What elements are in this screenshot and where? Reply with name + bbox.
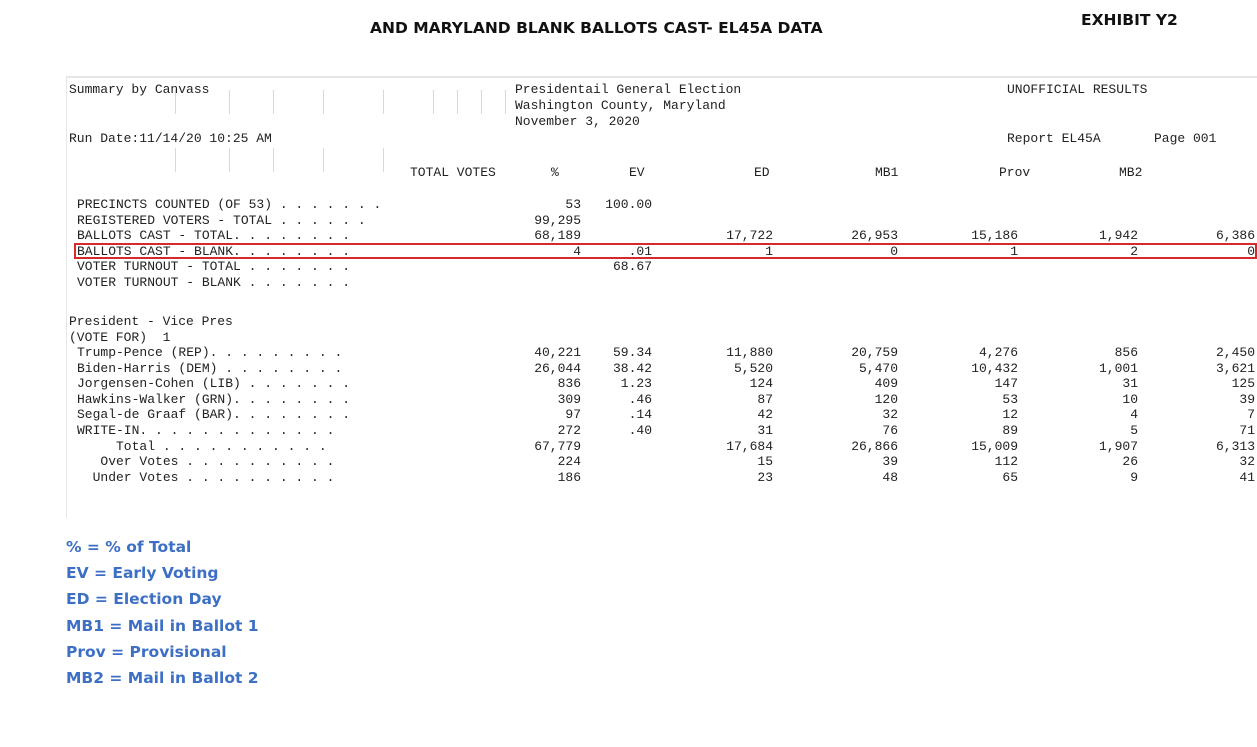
cell-mb2: 41 bbox=[1239, 469, 1255, 485]
legend-item: Prov = Provisional bbox=[66, 642, 227, 661]
cell-prov: 10 bbox=[1122, 391, 1138, 407]
cell-label: Under Votes . . . . . . . . . . bbox=[77, 469, 335, 485]
table-row bbox=[67, 455, 1257, 469]
cell-prov: 4 bbox=[1130, 407, 1138, 423]
cell-mb1: 15,186 bbox=[971, 228, 1018, 243]
cell-pct: 59.34 bbox=[612, 345, 652, 360]
cell-label: VOTER TURNOUT - BLANK . . . . . . . bbox=[77, 274, 351, 290]
cell-total: 836 bbox=[557, 376, 581, 392]
cell-mb1: 15,009 bbox=[971, 438, 1018, 454]
election-report-scan bbox=[66, 76, 1257, 518]
cell-label: PRECINCTS COUNTED (OF 53) . . . . . . . bbox=[77, 197, 382, 212]
cell-prov: 2 bbox=[1130, 243, 1138, 259]
cell-mb1: 65 bbox=[1002, 469, 1018, 485]
col-header-pct: % bbox=[551, 165, 559, 180]
legend-item: MB2 = Mail in Ballot 2 bbox=[66, 668, 259, 687]
cell-label: VOTER TURNOUT - TOTAL . . . . . . . bbox=[77, 259, 351, 274]
cell-ev: 11,880 bbox=[726, 345, 773, 360]
cell-total: 53 bbox=[565, 197, 581, 212]
cell-prov: 1,001 bbox=[1098, 360, 1138, 376]
cell-mb2: 2,450 bbox=[1215, 345, 1255, 360]
table-row bbox=[67, 393, 1257, 407]
cell-mb1: 147 bbox=[994, 376, 1018, 392]
cell-total: 68,189 bbox=[534, 228, 581, 243]
cell-label: Jorgensen-Cohen (LIB) . . . . . . . bbox=[77, 376, 351, 392]
cell-label: REGISTERED VOTERS - TOTAL . . . . . . bbox=[77, 212, 366, 228]
cell-label: Segal-de Graaf (BAR). . . . . . . . bbox=[77, 407, 351, 423]
cell-total: 309 bbox=[557, 391, 581, 407]
table-row bbox=[67, 346, 1257, 360]
cell-prov: 26 bbox=[1122, 454, 1138, 470]
page-number: Page 001 bbox=[1154, 131, 1217, 146]
table-row bbox=[67, 198, 1257, 212]
table-row bbox=[67, 424, 1257, 438]
cell-mb1: 1 bbox=[1010, 243, 1018, 259]
cell-ed: 32 bbox=[882, 407, 898, 423]
cell-mb2: 39 bbox=[1239, 391, 1255, 407]
cell-total: 186 bbox=[557, 469, 581, 485]
cell-label: WRITE-IN. . . . . . . . . . . . . bbox=[77, 423, 335, 438]
cell-total: 67,779 bbox=[534, 438, 581, 454]
cell-ev: 15 bbox=[757, 454, 773, 470]
cell-pct: .01 bbox=[628, 243, 652, 259]
cell-mb2: 71 bbox=[1239, 423, 1255, 438]
scan-line bbox=[323, 148, 324, 172]
col-header-ed: ED bbox=[754, 165, 770, 180]
run-date: Run Date:11/14/20 10:25 AM bbox=[69, 131, 272, 146]
cell-label: Trump-Pence (REP). . . . . . . . . bbox=[77, 345, 343, 360]
summary-label: Summary by Canvass bbox=[69, 82, 210, 97]
col-header-mb1: MB1 bbox=[875, 165, 899, 180]
col-header-mb2: MB2 bbox=[1119, 165, 1143, 180]
scan-line bbox=[433, 90, 434, 114]
cell-ev: 1 bbox=[765, 243, 773, 259]
cell-prov: 31 bbox=[1122, 376, 1138, 392]
cell-prov: 1,907 bbox=[1098, 438, 1138, 454]
cell-label: Total . . . . . . . . . . . bbox=[77, 438, 327, 454]
cell-ed: 48 bbox=[882, 469, 898, 485]
table-row bbox=[67, 260, 1257, 274]
table-row bbox=[67, 276, 1257, 290]
cell-mb1: 89 bbox=[1002, 423, 1018, 438]
cell-ev: 42 bbox=[757, 407, 773, 423]
legend bbox=[66, 534, 259, 691]
cell-prov: 856 bbox=[1114, 345, 1138, 360]
cell-mb2: 0 bbox=[1247, 243, 1255, 259]
cell-total: 4 bbox=[573, 243, 581, 259]
cell-ed: 409 bbox=[874, 376, 898, 392]
legend-item: ED = Election Day bbox=[66, 590, 222, 609]
cell-total: 26,044 bbox=[534, 360, 581, 376]
cell-ed: 26,866 bbox=[851, 438, 898, 454]
cell-label: Hawkins-Walker (GRN). . . . . . . . bbox=[77, 391, 351, 407]
table-row bbox=[67, 408, 1257, 422]
legend-item: MB1 = Mail in Ballot 1 bbox=[66, 616, 259, 635]
cell-total: 40,221 bbox=[534, 345, 581, 360]
scan-line bbox=[505, 90, 506, 114]
report-id: Report EL45A bbox=[1007, 131, 1101, 146]
col-header-prov: Prov bbox=[999, 165, 1031, 180]
cell-mb1: 10,432 bbox=[971, 360, 1018, 376]
cell-prov: 1,942 bbox=[1098, 228, 1138, 243]
cell-prov: 9 bbox=[1130, 469, 1138, 485]
cell-ed: 39 bbox=[882, 454, 898, 470]
cell-prov: 5 bbox=[1130, 423, 1138, 438]
scan-line bbox=[273, 90, 274, 114]
cell-label: BALLOTS CAST - TOTAL. . . . . . . . bbox=[77, 228, 351, 243]
cell-total: 97 bbox=[565, 407, 581, 423]
cell-mb1: 112 bbox=[994, 454, 1018, 470]
col-header-total-votes: TOTAL VOTES bbox=[410, 165, 496, 180]
cell-mb2: 32 bbox=[1239, 454, 1255, 470]
cell-ed: 26,953 bbox=[851, 228, 898, 243]
cell-ed: 0 bbox=[890, 243, 898, 259]
scan-line bbox=[383, 148, 384, 172]
cell-mb1: 4,276 bbox=[978, 345, 1018, 360]
vote-for: (VOTE FOR) 1 bbox=[69, 330, 171, 345]
scan-line bbox=[457, 90, 458, 114]
table-row bbox=[67, 440, 1257, 454]
scan-line bbox=[175, 148, 176, 172]
election-county: Washington County, Maryland bbox=[515, 98, 726, 113]
cell-pct: .40 bbox=[628, 423, 652, 438]
scan-line bbox=[229, 90, 230, 114]
legend-item: % = % of Total bbox=[66, 538, 192, 556]
scan-line bbox=[229, 148, 230, 172]
col-header-ev: EV bbox=[629, 165, 645, 180]
cell-total: 224 bbox=[557, 454, 581, 470]
cell-pct: 38.42 bbox=[612, 360, 652, 376]
cell-ev: 124 bbox=[749, 376, 773, 392]
blank-ballots-highlight bbox=[74, 243, 1257, 259]
table-row bbox=[67, 214, 1257, 228]
cell-mb1: 53 bbox=[1002, 391, 1018, 407]
cell-ev: 17,684 bbox=[726, 438, 773, 454]
election-name: Presidentail General Election bbox=[515, 82, 742, 97]
scan-line bbox=[481, 90, 482, 114]
legend-item: EV = Early Voting bbox=[66, 564, 219, 583]
cell-ev: 17,722 bbox=[726, 228, 773, 243]
contest-title: President - Vice Pres bbox=[69, 314, 233, 329]
cell-pct: 68.67 bbox=[612, 259, 652, 274]
cell-pct: .46 bbox=[628, 391, 652, 407]
cell-ev: 87 bbox=[757, 391, 773, 407]
cell-pct: .14 bbox=[628, 407, 652, 423]
scan-line bbox=[323, 90, 324, 114]
cell-mb2: 6,386 bbox=[1215, 228, 1255, 243]
cell-pct: 1.23 bbox=[620, 376, 652, 392]
results-status: UNOFFICIAL RESULTS bbox=[1007, 82, 1148, 97]
cell-label: Over Votes . . . . . . . . . . bbox=[77, 454, 335, 470]
cell-mb1: 12 bbox=[1002, 407, 1018, 423]
cell-total: 99,295 bbox=[534, 212, 581, 228]
cell-mb2: 6,313 bbox=[1215, 438, 1255, 454]
page-title: AND MARYLAND BLANK BALLOTS CAST- EL45A DATA bbox=[370, 19, 823, 37]
cell-ed: 20,759 bbox=[851, 345, 898, 360]
table-row bbox=[67, 362, 1257, 376]
cell-pct: 100.00 bbox=[605, 197, 652, 212]
cell-mb2: 125 bbox=[1231, 376, 1255, 392]
cell-mb2: 3,621 bbox=[1215, 360, 1255, 376]
cell-ed: 5,470 bbox=[858, 360, 898, 376]
cell-ev: 31 bbox=[757, 423, 773, 438]
cell-ed: 76 bbox=[882, 423, 898, 438]
table-row bbox=[67, 377, 1257, 391]
table-row bbox=[67, 471, 1257, 485]
election-date: November 3, 2020 bbox=[515, 114, 640, 129]
cell-mb2: 7 bbox=[1247, 407, 1255, 423]
scan-line bbox=[383, 90, 384, 114]
scan-line bbox=[273, 148, 274, 172]
cell-ed: 120 bbox=[874, 391, 898, 407]
cell-ev: 5,520 bbox=[733, 360, 773, 376]
cell-label: BALLOTS CAST - BLANK. . . . . . . . bbox=[77, 243, 351, 259]
table-row bbox=[67, 229, 1257, 243]
cell-total: 272 bbox=[557, 423, 581, 438]
cell-label: Biden-Harris (DEM) . . . . . . . . bbox=[77, 360, 343, 376]
exhibit-label: EXHIBIT Y2 bbox=[1081, 11, 1178, 29]
cell-ev: 23 bbox=[757, 469, 773, 485]
